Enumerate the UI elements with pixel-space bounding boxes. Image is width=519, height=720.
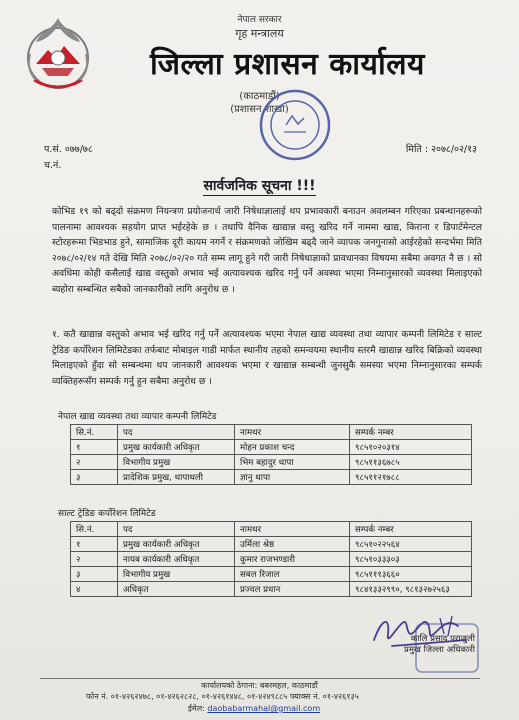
- cell-name: भिम बहादुर थापा: [235, 455, 350, 470]
- header-gov: नेपाल सरकार: [237, 15, 282, 25]
- footer-email: [188, 703, 320, 714]
- cell-contact: ९८५११३६७८५: [350, 455, 472, 470]
- cell-post: प्रमुख कार्यकारी अधिकृत: [118, 537, 235, 552]
- cell-contact: ९८५१०२२५६४: [350, 537, 472, 552]
- cell-contact: ९८४१३३२९९०, ९८१३२७२५६३: [350, 582, 472, 597]
- col-header-post: पद: [118, 425, 235, 440]
- cell-name: उर्मिला श्रेष्ठ: [235, 537, 350, 552]
- table-header-row: [71, 425, 472, 440]
- cell-sn: ३: [71, 567, 118, 582]
- table-row: [71, 552, 472, 567]
- cell-sn: ४: [71, 582, 118, 597]
- point-one-paragraph: १. कतै खाद्यान्न वस्तुको अभाव भई खरिद गर्नु पर्ने अत्यावश्यक भएमा नेपाल खाद्य व्यवस्था तथा व्यापार कम्पनी लिमिटेड र साल्ट ट्रेडिङ कर्पोरेशन लिमिटेडका तर्फबाट मोबाइल गाडी मार्फत स्थानीय तहको समन्वयमा स्थानीय स्तरमै खाद्यान्न खरिद बिक्रिको व्यवस्था मिलाइएको हुँदा सो सम्बन्धमा थप जानकारी आवश्यक भएमा र खाद्यान्न सम्बन्धी जुनसुकै समस्या भएमा निम्नानुसारका सम्पर्क व्यक्तिहरूसँग सम्पर्क गर्नु हुन सबैमा अनुरोध छ ।: [52, 329, 482, 387]
- cell-sn: २: [71, 552, 118, 567]
- cell-contact: ९८५१०२०३१४: [350, 440, 472, 455]
- footer-email-link[interactable]: daobabarmahal@gmail.com: [207, 704, 321, 713]
- table1-label: नेपाल खाद्य व्यवस्था तथा व्यापार कम्पनी लिमिटेड: [58, 412, 217, 422]
- cell-sn: १: [71, 537, 118, 552]
- header-branch: (प्रशासन शाखा): [230, 104, 289, 115]
- cell-post: विभागीय प्रमुख: [118, 455, 235, 470]
- cell-sn: १: [71, 440, 118, 455]
- cell-contact: ९८५१०३३३०३: [350, 552, 472, 567]
- cell-name: मोहन प्रकाश चन्द: [235, 440, 350, 455]
- table-row: [71, 582, 472, 597]
- table2-label: साल्ट ट्रेडिङ कर्पोरेशन लिमिटेड: [58, 509, 156, 519]
- footer-divider: [40, 678, 480, 679]
- cell-contact: ९८५११२१७८८: [350, 470, 472, 485]
- cell-post: प्रमुख कार्यकारी अधिकृत: [118, 440, 235, 455]
- header-office: जिल्ला प्रशासन कार्यालय: [150, 47, 425, 82]
- col-header-post: पद: [118, 522, 235, 537]
- table-row: [71, 470, 472, 485]
- ref-number: प.सं. ०७७/७८: [44, 144, 93, 155]
- header-district: (काठमाडौं): [239, 91, 280, 102]
- col-header-name: नामथर: [235, 425, 350, 440]
- footer-address: कार्यालयको ठेगाना: बबरमहल, काठमाडौं: [201, 681, 318, 690]
- signatory-block: [404, 634, 475, 656]
- header-ministry: गृह मन्त्रालय: [235, 27, 284, 40]
- cell-post: प्रादेशिक प्रमुख, थापाथली: [118, 470, 235, 485]
- cell-post: विभागीय प्रमुख: [118, 567, 235, 582]
- cell-name: ज्ञानु थापा: [235, 470, 350, 485]
- table-row: [71, 537, 472, 552]
- cell-post: अधिकृत: [118, 582, 235, 597]
- cell-post: नायब कार्यकारी अधिकृत: [118, 552, 235, 567]
- signatory-title: प्रमुख जिल्ला अधिकारी: [404, 645, 475, 655]
- signatory-name: कालि प्रसाद पराजुली: [410, 634, 475, 644]
- col-header-contact: सम्पर्क नम्बर: [350, 425, 472, 440]
- cell-name: प्रज्वल प्रधान: [235, 582, 350, 597]
- cell-sn: २: [71, 455, 118, 470]
- col-header-sn: सि.नं.: [71, 522, 118, 537]
- notice-title: [0, 176, 519, 195]
- col-header-sn: सि.नं.: [71, 425, 118, 440]
- footer-email-label: ईमेल:: [188, 704, 205, 713]
- dispatch-number: च.नं.: [44, 160, 62, 171]
- intro-paragraph: कोभिड १९ को बढ्दो संक्रमण नियन्त्रण प्रयोजनार्थ जारी निषेधाज्ञालाई थप प्रभावकारी बनाउन अवलम्बन गरिएका प्रबन्धानहरूको पालनामा आवश्यक सहयोग प्राप्त भईरहेके छ । तथापि दैनिक खाद्यान्न वस्तु खरिद गर्ने नाममा खाद्य, किराना र डिपार्टमेन्टल स्टोरहरूमा भिडभाड हुने, सामाजिक दूरी कायम नगर्ने र संक्रमणको जोखिम बढ्दै जाने व्यापक जनगुनासो आईरहेको सन्दर्भमा मिति २०७८/०२/१४ गते देखि मिति २०७८/०२/२० गते सम्म लागू हुने गरी जारी निषेधाज्ञाको प्रावधानका विषयमा सबैमा अवगत नै छ । सो अवधिमा कोही कसैलाई खाद्य वस्तुको अभाव भई अत्यावश्यक खरिद गर्नु पर्ने अवस्था भएमा निम्नानुसारको व्यवस्था मिलाइएको ब्यहोरा सम्बन्धित सबैको जानकारीको लागि अनुरोध छ ।: [52, 206, 482, 295]
- contacts-table-stc: [70, 521, 472, 597]
- col-header-contact: सम्पर्क नम्बर: [350, 522, 472, 537]
- col-header-name: नामथर: [235, 522, 350, 537]
- official-stamp-icon: [256, 86, 334, 164]
- table-row: [71, 567, 472, 582]
- cell-name: कुमार राजभण्डारी: [235, 552, 350, 567]
- table-row: [71, 440, 472, 455]
- cell-name: सबल रिजाल: [235, 567, 350, 582]
- cell-sn: ३: [71, 470, 118, 485]
- reference-block: [44, 142, 93, 174]
- cell-contact: ९८५१११३६६०: [350, 567, 472, 582]
- table-header-row: [71, 522, 472, 537]
- notice-title-text: सार्वजनिक सूचना !!!: [203, 178, 316, 194]
- notice-date: मिति : २०७८/०२/१३: [405, 144, 477, 155]
- footer-phones: फोन नं. ०१-४२६२४७८, ०१-४२६२८२८, ०१-४२६१४४८, ०१-४२४९८८५ फ्याक्स नं. ०१-४२६१३५: [86, 692, 359, 701]
- table-row: [71, 455, 472, 470]
- contacts-table-nfc: [70, 424, 472, 485]
